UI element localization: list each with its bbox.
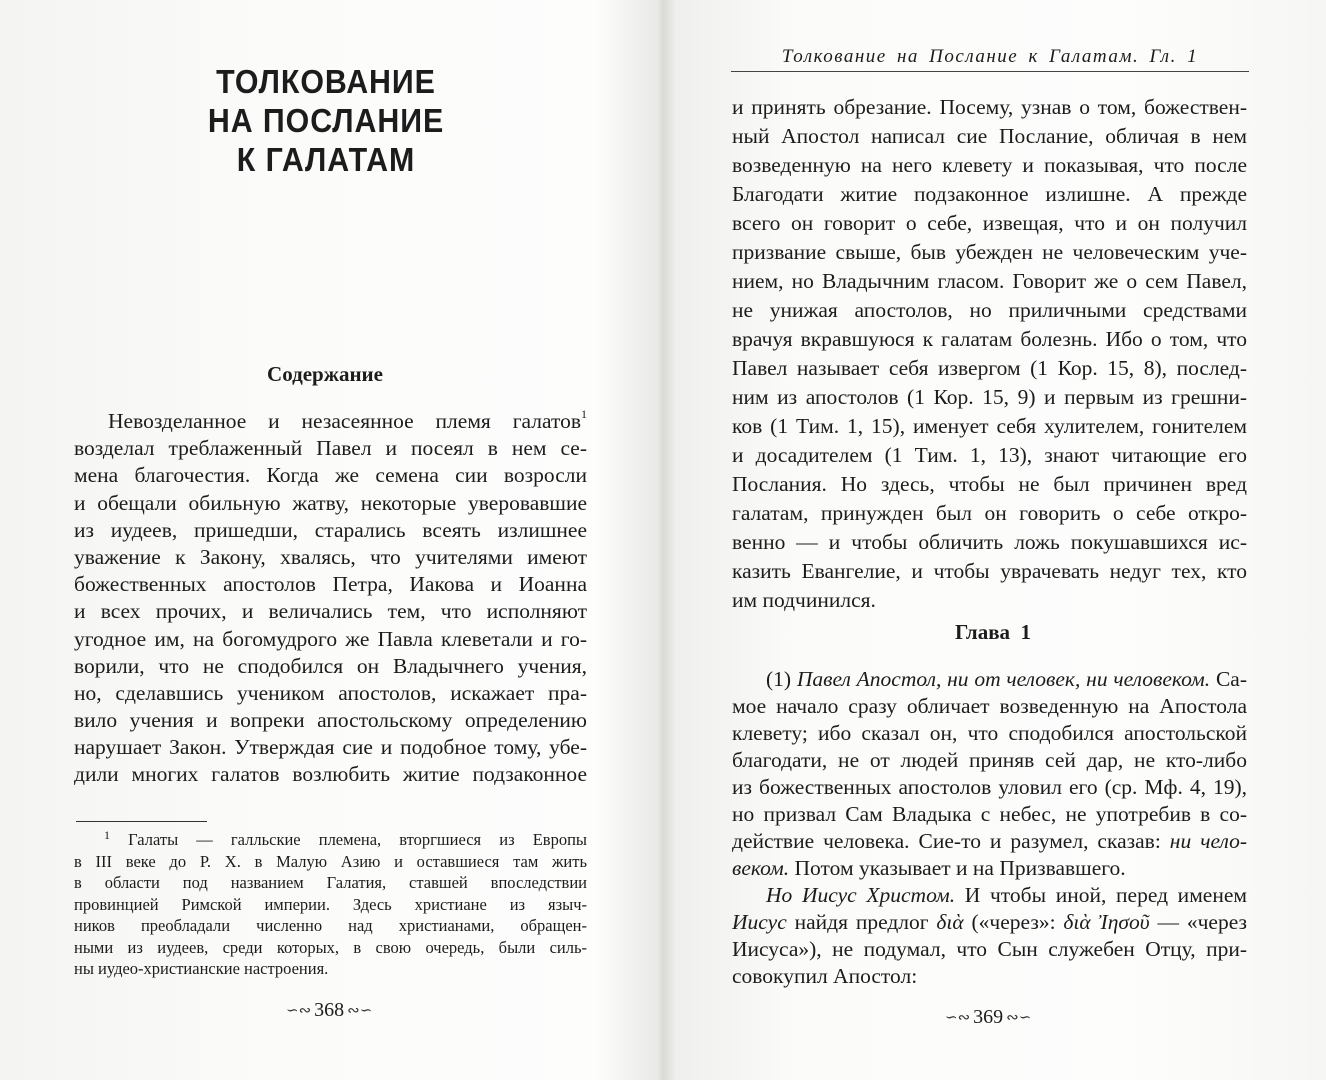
chapter-heading: Глава 1: [954, 620, 1032, 644]
text-segment: и обещали обильную жатву, некоторые уверовавшие: [74, 490, 587, 515]
text-line: [732, 354, 1247, 383]
text-segment: ников преобладали численно над христианами, обращен-: [74, 916, 587, 935]
text-line: [732, 586, 1247, 615]
italic-quote: Иисус: [732, 909, 787, 934]
text-line: [74, 408, 587, 435]
page-number-value: 369: [973, 1006, 1004, 1028]
text-segment: им подчинился.: [732, 587, 876, 612]
text-line: [74, 958, 587, 980]
text-segment: совокупил Апостол:: [732, 963, 918, 988]
text-line: [732, 151, 1247, 180]
footnote: [74, 829, 587, 980]
text-line: [74, 462, 587, 489]
text-segment: врачуя вкравшуюся к галатам болезнь. Ибо о том, что: [732, 326, 1247, 351]
running-head: Толкование на Послание к Галатам. Гл. 1: [781, 46, 1199, 67]
text-line: [732, 557, 1247, 586]
italic-quote: веком.: [732, 855, 790, 880]
title-line: НА ПОСЛАНИЕ: [207, 102, 445, 139]
text-line: [74, 653, 587, 680]
text-line: [732, 383, 1247, 412]
text-line: [732, 828, 1247, 855]
text-segment: галатам, принужден был он говорить о себе откро-: [732, 500, 1247, 525]
text-segment: найдя предлог: [786, 909, 937, 934]
text-line: [74, 598, 587, 625]
footnote-divider: [76, 821, 207, 822]
italic-quote: ни чело-: [1169, 828, 1247, 853]
text-segment: ными из иудеев, среди которых, в свою очередь, были силь-: [74, 937, 587, 957]
text-line: [732, 963, 1247, 990]
text-segment: Потом указывает и на Призвавшего.: [789, 855, 1126, 880]
text-line: [732, 93, 1247, 122]
text-segment: провинцией Римской империи. Здесь христиане из языч-: [74, 894, 587, 914]
text-segment: Послания. Но здесь, чтобы не был причинен вред: [732, 471, 1247, 496]
title-line: ТОЛКОВАНИЕ: [216, 63, 436, 100]
text-line: [732, 499, 1247, 528]
text-line: [74, 937, 587, 959]
text-line: [732, 122, 1247, 151]
ornament-left-icon: ∽∾: [286, 1003, 312, 1019]
italic-quote: Павел Апостол, ни от человек, ни человеком.: [796, 666, 1211, 691]
text-segment: венно — и чтобы обличить ложь покушавшихся ис-: [732, 529, 1247, 554]
chapter-text: [732, 666, 1247, 990]
text-line: [732, 774, 1247, 801]
text-line: [732, 470, 1247, 499]
text-line: [74, 872, 587, 894]
text-line: [732, 801, 1247, 828]
text-segment: дили многих галатов возлюбить житие подзаконное: [74, 762, 587, 787]
text-line: [732, 441, 1247, 470]
text-line: [732, 296, 1247, 325]
footnote-reference: 1: [581, 408, 587, 421]
text-line: [732, 325, 1247, 354]
text-segment: не унижая апостолов, но приличными средствами: [732, 297, 1247, 322]
text-line: [74, 894, 587, 916]
page-number: [286, 999, 372, 1022]
text-line: [732, 747, 1247, 774]
text-line: [732, 720, 1247, 747]
text-segment: И чтобы иной, перед именем: [955, 882, 1247, 907]
text-segment: божественных апостолов Петра, Иакова и Иоанна: [74, 572, 587, 597]
text-line: [732, 528, 1247, 557]
text-segment: из божественных апостолов уловил его (ср. Мф. 4, 19),: [732, 774, 1247, 799]
text-segment: угодное им, на богомудрого же Павла клеветали и го-: [74, 626, 587, 651]
ornament-left-icon: ∽∾: [945, 1010, 971, 1026]
text-segment: Павел называет себя извергом (1 Кор. 15, 8), послед-: [732, 355, 1247, 380]
text-segment: казить Евангелие, и чтобы уврачевать недуг тех, кто: [732, 558, 1247, 583]
text-segment: ны иудео-христианские настроения.: [74, 959, 329, 978]
ornament-right-icon: ∾∽: [347, 1003, 373, 1019]
text-line: [732, 882, 1247, 909]
text-line: [732, 412, 1247, 441]
italic-quote: διὰ Ἰησοῦ: [1063, 909, 1150, 934]
text-line: [74, 707, 587, 734]
text-segment: ворили, что не сподобился он Владычнего учения,: [74, 653, 587, 678]
text-segment: нием, но Владычним гласом. Говорит же о сем Павел,: [732, 268, 1247, 293]
title-line: К ГАЛАТАМ: [236, 141, 416, 178]
ornament-right-icon: ∾∽: [1006, 1010, 1032, 1026]
text-line: [74, 851, 587, 873]
text-line: [74, 571, 587, 598]
text-line: [732, 180, 1247, 209]
page-number-value: 368: [314, 999, 345, 1021]
text-segment: Благодати житие подзаконное излишне. А прежде: [732, 181, 1247, 206]
text-segment: ков (1 Тим. 1, 15), именует себя хулителем, гонителем: [732, 413, 1247, 438]
text-segment: и принять обрезание. Посему, узнав о том, божествен-: [732, 94, 1247, 119]
text-segment: в III веке до Р. Х. в Малую Азию и оставшиеся там жить: [74, 851, 587, 871]
text-segment: нарушает Закон. Утверждая сие и подобное тому, убе-: [74, 735, 587, 760]
text-segment: Иисуса»), не подумал, что Сын служебен Отцу, при-: [732, 936, 1247, 961]
text-line: [74, 435, 587, 462]
text-line: [74, 490, 587, 517]
section-heading: Содержание: [267, 362, 383, 386]
text-segment: в области под названием Галатия, ставшей впоследствии: [74, 873, 587, 892]
text-segment: клевету; ибо сказал он, что сподобился апостольской: [732, 720, 1247, 745]
text-line: [732, 267, 1247, 296]
text-segment: мое начало сразу обличает возведенную на Апостола: [732, 693, 1247, 718]
text-line: [74, 680, 587, 707]
book-title: [136, 62, 515, 179]
text-line: [732, 209, 1247, 238]
text-line: [732, 238, 1247, 267]
text-line: [74, 829, 587, 851]
text-line: [74, 517, 587, 544]
text-segment: ним из апостолов (1 Кор. 15, 9) и первым из грешни-: [732, 384, 1247, 409]
page-number: [945, 1006, 1031, 1029]
italic-quote: Но Иисус Христом.: [766, 882, 956, 907]
text-segment: но, сделавшись учеником апостолов, искажает пра-: [74, 680, 587, 705]
text-line: [74, 915, 587, 937]
text-segment: благодати, не от людей приняв сей дар, не кто-либо: [732, 747, 1247, 772]
text-segment: Невозделанное и незасеянное племя галатов: [108, 409, 581, 433]
text-line: [732, 693, 1247, 720]
text-segment: вило учения и вопреки апостольскому определению: [74, 708, 587, 733]
text-line: [732, 936, 1247, 963]
text-segment: действие человека. Сие-то и разумел, сказав:: [732, 828, 1170, 853]
text-segment: но призвал Сам Владыка с небес, не употребив в со-: [732, 801, 1247, 826]
text-segment: Галаты — галльские племена, вторгшиеся из Европы: [128, 830, 587, 849]
text-line: [74, 544, 587, 571]
text-segment: возделал треблаженный Павел и посеял в нем се-: [74, 436, 587, 461]
text-segment: всего он говорит о себе, извещая, что и он получил: [732, 210, 1247, 235]
text-segment: возведенную на него клевету и показывая, что после: [732, 152, 1247, 177]
text-segment: из иудеев, пришедши, старались всеять излишнее: [74, 517, 587, 542]
text-segment: Са-: [1210, 666, 1247, 691]
text-segment: (1): [766, 666, 797, 691]
header-rule: [731, 71, 1249, 72]
body-text: [732, 93, 1247, 615]
text-segment: и досадителем (1 Тим. 1, 13), знают читающие его: [732, 442, 1247, 467]
body-text: [74, 408, 587, 789]
footnote-marker: 1: [104, 829, 110, 842]
italic-quote: διὰ: [936, 909, 964, 934]
text-line: [732, 909, 1247, 936]
text-line: [74, 761, 587, 788]
text-segment: мена благочестия. Когда же семена сии возросли: [74, 463, 587, 488]
text-line: [732, 666, 1247, 693]
text-segment: призвание свыше, быв убежден не человеческим уче-: [732, 239, 1247, 264]
text-line: [74, 734, 587, 761]
text-segment: ный Апостол написал сие Послание, обличая в нем: [732, 123, 1247, 148]
text-segment: — «через: [1149, 909, 1247, 934]
text-segment: уважение к Закону, хвалясь, что учителями имеют: [74, 544, 587, 569]
text-line: [732, 855, 1247, 882]
text-segment: («через»:: [963, 909, 1064, 934]
text-segment: и всех прочих, и величались тем, что исполняют: [74, 599, 587, 624]
text-line: [74, 626, 587, 653]
